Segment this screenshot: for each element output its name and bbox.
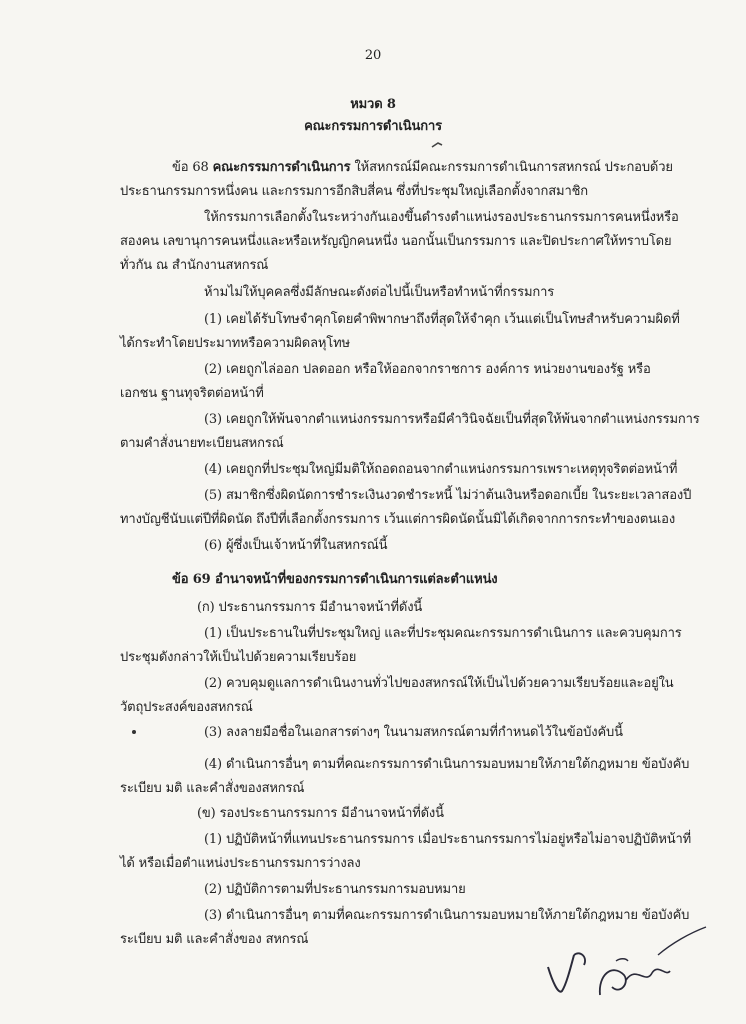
article-68-para-2-line-1: ให้กรรมการเลือกตั้งในระหว่างกันเองขึ้นดำรงตำแหน่งรองประธานกรรมการคนหนึ่งหรือ bbox=[204, 210, 679, 225]
item-4: (4) เคยถูกที่ประชุมใหญ่มีมติให้ถอดถอนจากตำแหน่งกรรมการเพราะเหตุทุจริตต่อหน้าที่ bbox=[204, 462, 678, 477]
kho-item-1-line-2: ได้ หรือเมื่อตำแหน่งประธานกรรมการว่างลง bbox=[120, 856, 361, 871]
item-2-line-1: (2) เคยถูกไล่ออก ปลดออก หรือให้ออกจากราชการ องค์การ หน่วยงานของรัฐ หรือ bbox=[204, 362, 651, 377]
item-5-line-2: ทางบัญชีนับแต่ปีที่ผิดนัด ถึงปีที่เลือกตั้งกรรมการ เว้นแต่การผิดนัดนั้นมิได้เกิดจากการกระทำของตนเอง bbox=[120, 512, 676, 527]
item-2-line-2: เอกชน ฐานทุจริตต่อหน้าที่ bbox=[120, 386, 264, 401]
item-1-line-2: ได้กระทำโดยประมาทหรือความผิดลหุโทษ bbox=[120, 336, 350, 351]
ko-item-2-line-2: วัตถุประสงค์ของสหกรณ์ bbox=[120, 700, 253, 715]
article-68-para-2-line-2: สองคน เลขานุการคนหนึ่งและหรือเหรัญญิกคนหนึ่ง นอกนั้นเป็นกรรมการ และปิดประกาศให้ทราบโดย bbox=[120, 234, 672, 249]
article-68-para-3: ห้ามไม่ให้บุคคลซึ่งมีลักษณะดังต่อไปนี้เป็นหรือทำหน้าที่กรรมการ bbox=[204, 285, 555, 300]
item-5-line-1: (5) สมาชิกซึ่งผิดนัดการชำระเงินงวดชำระหนี้ ไม่ว่าต้นเงินหรือดอกเบี้ย ในระยะเวลาสองปี bbox=[204, 488, 692, 503]
article-68-line-2: ประธานกรรมการหนึ่งคน และกรรมการอีกสิบสี่คน ซึ่งที่ประชุมใหญ่เลือกตั้งจากสมาชิก bbox=[120, 184, 589, 199]
article-69-heading: อำนาจหน้าที่ของกรรมการดำเนินการแต่ละตำแหน่ง bbox=[214, 572, 498, 587]
article-69-line-1 bbox=[172, 572, 498, 588]
section-kho-heading: (ข) รองประธานกรรมการ มีอำนาจหน้าที่ดังนี้ bbox=[197, 806, 444, 821]
kho-item-3-line-2: ระเบียบ มติ และคำสั่งของ สหกรณ์ bbox=[120, 932, 309, 947]
ko-item-4-line-1: (4) ดำเนินการอื่นๆ ตามที่คณะกรรมการดำเนินการมอบหมายให้ภายใต้กฎหมาย ข้อบังคับ bbox=[204, 757, 690, 772]
article-69-number: ข้อ 69 bbox=[172, 572, 211, 587]
page-number: 20 bbox=[364, 48, 382, 63]
item-6: (6) ผู้ซึ่งเป็นเจ้าหน้าที่ในสหกรณ์นี้ bbox=[204, 538, 388, 553]
chapter-title: คณะกรรมการดำเนินการ bbox=[304, 119, 442, 134]
kho-item-1-line-1: (1) ปฏิบัติหน้าที่แทนประธานกรรมการ เมื่อประธานกรรมการไม่อยู่หรือไม่อาจปฏิบัติหน้าที่ bbox=[204, 832, 692, 847]
article-68-line-1: ข้อ 68 คณะกรรมการดำเนินการ ให้สหกรณ์มีคณะกรรมการดำเนินการสหกรณ์ ประกอบด้วย bbox=[172, 160, 673, 175]
handwritten-signature bbox=[540, 925, 720, 1005]
article-68-number: ข้อ 68 bbox=[172, 160, 209, 175]
item-1-line-1: (1) เคยได้รับโทษจำคุกโดยคำพิพากษาถึงที่สุดให้จำคุก เว้นแต่เป็นโทษสำหรับความผิดที่ bbox=[204, 312, 680, 327]
article-68-heading: คณะกรรมการดำเนินการ bbox=[212, 160, 351, 175]
ko-item-3: (3) ลงลายมือชื่อในเอกสารต่างๆ ในนามสหกรณ์ตามที่กำหนดไว้ในข้อบังคับนี้ bbox=[204, 725, 623, 740]
ko-item-1-line-2: ประชุมดังกล่าวให้เป็นไปด้วยความเรียบร้อย bbox=[120, 650, 357, 665]
item-3-line-2: ตามคำสั่งนายทะเบียนสหกรณ์ bbox=[120, 436, 284, 451]
kho-item-3-line-1: (3) ดำเนินการอื่นๆ ตามที่คณะกรรมการดำเนินการมอบหมายให้ภายใต้กฎหมาย ข้อบังคับ bbox=[204, 908, 690, 923]
stray-mark bbox=[430, 140, 444, 150]
article-68-para-2-line-3: ทั่วกัน ณ สำนักงานสหกรณ์ bbox=[120, 258, 269, 273]
kho-item-2: (2) ปฏิบัติการตามที่ประธานกรรมการมอบหมาย bbox=[204, 882, 466, 897]
section-ko-heading: (ก) ประธานกรรมการ มีอำนาจหน้าที่ดังนี้ bbox=[197, 600, 423, 615]
item-3-line-1: (3) เคยถูกให้พ้นจากตำแหน่งกรรมการหรือมีคำวินิจฉัยเป็นที่สุดให้พ้นจากตำแหน่งกรรมการ bbox=[204, 412, 700, 427]
ko-item-2-line-1: (2) ควบคุมดูแลการดำเนินงานทั่วไปของสหกรณ์ให้เป็นไปด้วยความเรียบร้อยและอยู่ใน bbox=[204, 676, 674, 691]
ko-item-1-line-1: (1) เป็นประธานในที่ประชุมใหญ่ และที่ประชุมคณะกรรมการดำเนินการ และควบคุมการ bbox=[204, 626, 682, 641]
chapter-heading: หมวด 8 bbox=[350, 97, 396, 112]
stray-dot bbox=[130, 728, 138, 736]
ko-item-4-line-2: ระเบียบ มติ และคำสั่งของสหกรณ์ bbox=[120, 781, 305, 796]
